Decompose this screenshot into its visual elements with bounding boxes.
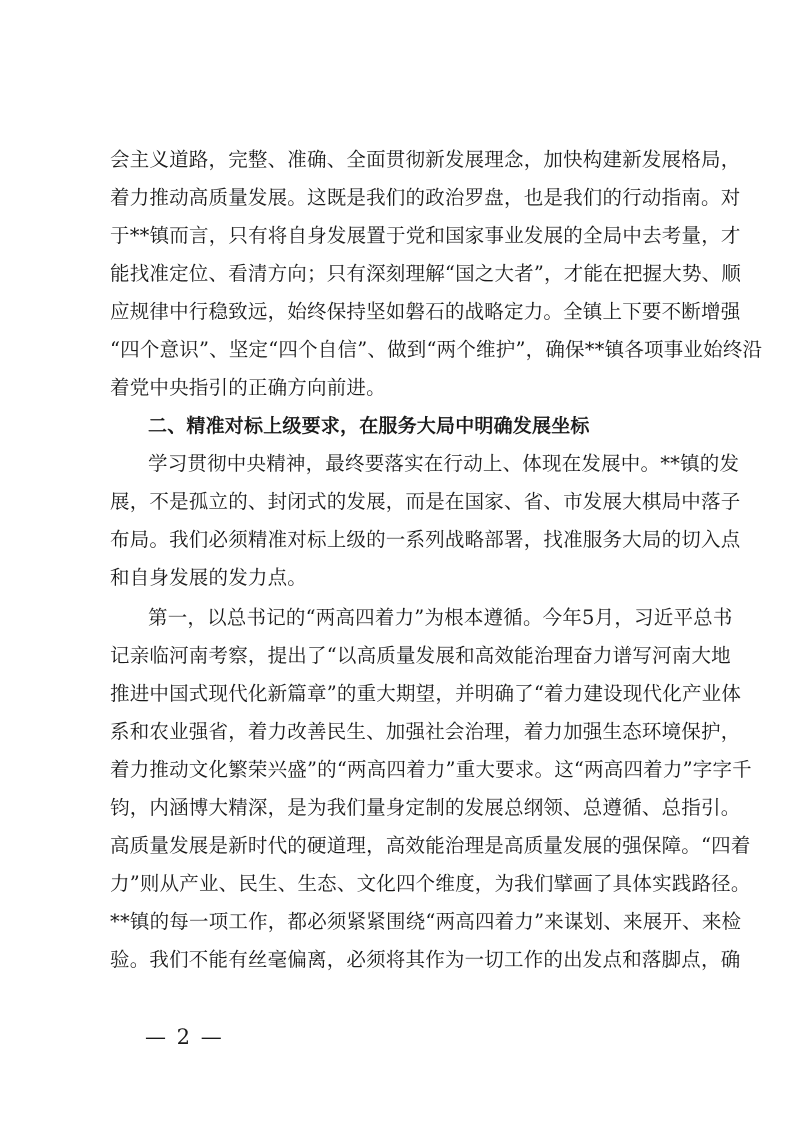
body-line: 验。我们不能有丝毫偏离，必须将其作为一切工作的出发点和落脚点，确 — [110, 948, 741, 971]
body-line: 推进中国式现代化新篇章”的重大期望，并明确了“着力建设现代化产业体 — [110, 682, 742, 705]
body-line: 系和农业强省，着力改善民生、加强社会治理，着力加强生态环境保护， — [110, 720, 741, 743]
body-line: 钧，内涵博大精深，是为我们量身定制的发展总纲领、总遵循、总指引。 — [110, 796, 741, 819]
body-line: 能找准定位、看清方向；只有深刻理解“国之大者”，才能在把握大势、顺 — [110, 262, 742, 285]
body-line: 第一，以总书记的“两高四着力”为根本遵循。今年5月，习近平总书 — [148, 606, 733, 629]
body-line: 高质量发展是新时代的硬道理，高效能治理是高质量发展的强保障。“四着 — [110, 834, 751, 857]
body-line: 展，不是孤立的、封闭式的发展，而是在国家、省、市发展大棋局中落子 — [110, 490, 741, 513]
section-heading: 二、精准对标上级要求，在服务大局中明确发展坐标 — [148, 415, 590, 437]
body-line: 于**镇而言，只有将自身发展置于党和国家事业发展的全局中去考量，才 — [110, 224, 741, 247]
body-line: 力”则从产业、民生、生态、文化四个维度，为我们擘画了具体实践路径。 — [110, 872, 751, 895]
body-line: **镇的每一项工作，都必须紧紧围绕“两高四着力”来谋划、来展开、来检 — [110, 910, 742, 933]
body-line: 着党中央指引的正确方向前进。 — [110, 376, 386, 399]
body-line: 会主义道路，完整、准确、全面贯彻新发展理念，加快构建新发展格局， — [110, 148, 741, 171]
body-line: 着力推动高质量发展。这既是我们的政治罗盘，也是我们的行动指南。对 — [110, 186, 741, 209]
body-line: 布局。我们必须精准对标上级的一系列战略部署，找准服务大局的切入点 — [110, 528, 741, 551]
body-line: 记亲临河南考察，提出了“以高质量发展和高效能治理奋力谱写河南大地 — [110, 644, 731, 667]
body-line: 着力推动文化繁荣兴盛”的“两高四着力”重大要求。这“两高四着力”字字千 — [110, 758, 752, 781]
body-line: 和自身发展的发力点。 — [110, 566, 308, 589]
page-number: — 2 — — [145, 1025, 224, 1049]
body-line: 学习贯彻中央精神，最终要落实在行动上、体现在发展中。**镇的发 — [148, 452, 740, 475]
body-line: “四个意识”、坚定“四个自信”、做到“两个维护”，确保**镇各项事业始终沿 — [110, 338, 763, 361]
body-line: 应规律中行稳致远，始终保持坚如磐石的战略定力。全镇上下要不断增强 — [110, 300, 741, 323]
